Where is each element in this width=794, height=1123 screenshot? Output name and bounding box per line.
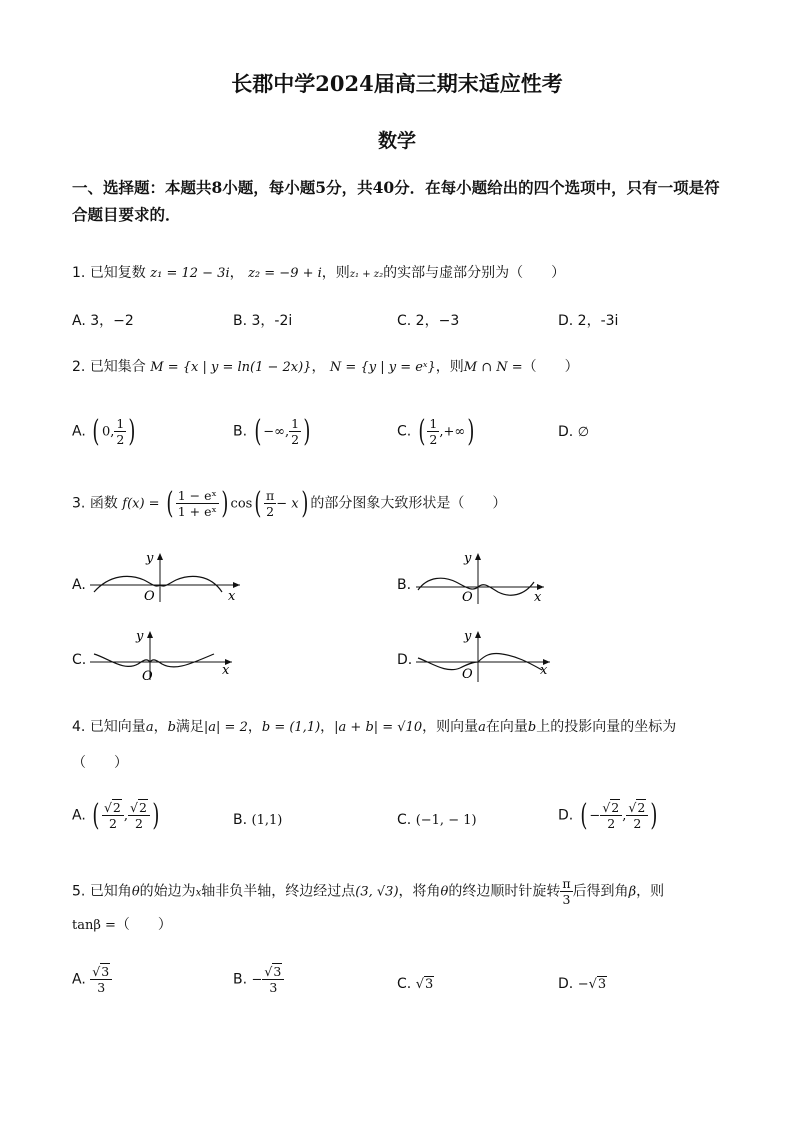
q4-text: 已知向量 <box>89 719 146 735</box>
q3-option-d-label[interactable]: D. <box>397 652 413 668</box>
q5-option-a[interactable]: A. $\frac{√3}{3}$ <box>72 964 112 995</box>
q4-vector-b-2: b <box>527 720 537 735</box>
q5-option-a-label: A. <box>72 971 86 988</box>
q1-option-a[interactable]: A. 3，−2 <box>72 313 134 329</box>
q3-fx: f(x) = <box>122 496 160 512</box>
q3-denominator: 1 + eˣ <box>177 504 217 519</box>
q4-option-c-value: (−1, − 1) <box>415 813 477 828</box>
q3-c-y-label: y <box>136 629 144 644</box>
q3-pi: π <box>266 488 275 503</box>
q3-a-origin: O <box>144 589 155 604</box>
q3-option-b-label[interactable]: B. <box>397 577 412 593</box>
q2-sep: ， <box>311 359 326 375</box>
q2-option-c[interactable]: C. ( $\frac{1}{2}$ ,+∞) <box>397 414 475 449</box>
q3-b-origin: O <box>462 590 473 605</box>
subject-title: 数学 <box>377 130 416 152</box>
q5-option-d-label: D. <box>558 976 574 992</box>
q4-text4: 在向量 <box>485 719 528 735</box>
q4-text5: 上的投影向量的坐标为 <box>536 719 677 735</box>
q5-text: 已知角 <box>89 883 132 900</box>
q4-number: 4. <box>72 719 86 735</box>
q3-c-origin: O <box>142 669 153 683</box>
q1-number: 1. <box>72 265 86 281</box>
q4-abs-ab: |a + b| = √10 <box>334 720 423 735</box>
q5-option-c-label: C. <box>397 976 412 992</box>
q5-theta-2: θ <box>440 884 449 900</box>
q3-number: 3. <box>72 495 86 512</box>
question-1 <box>72 262 565 282</box>
q5-beta: β <box>628 884 637 900</box>
section-heading: 一、选择题：本题共8小题，每小题5分，共40分．在每小题给出的四个选项中，只有一项是符合题目要求的． <box>72 178 720 224</box>
q3-text: 函数 <box>89 495 118 512</box>
q3-graph-a[interactable] <box>90 550 250 605</box>
q5-text3: 轴非负半轴，终边经过点 <box>201 883 356 900</box>
q3-c-x-label: x <box>222 663 230 678</box>
question-2 <box>72 356 579 376</box>
q4-vector-b: b <box>167 720 176 735</box>
q4-text2: 满足 <box>175 719 204 735</box>
q5-line2 <box>72 914 172 934</box>
q4-option-b-value: (1,1) <box>251 813 283 828</box>
q1-option-c[interactable]: C. 2，−3 <box>397 313 460 329</box>
q3-d-origin: O <box>462 667 473 682</box>
q4-comma: ， <box>153 719 168 735</box>
q5-text5: 的终边顺时针旋转 <box>448 883 561 900</box>
q3-minus-x: − x <box>276 496 299 512</box>
q2-text2: ，则 <box>435 359 464 375</box>
q5-x: x <box>195 887 202 899</box>
q5-option-c[interactable]: C. √3 <box>397 976 434 992</box>
q5-number: 5. <box>72 883 86 900</box>
q5-point: (3, √3) <box>355 884 399 900</box>
q4-option-a[interactable]: A. ( $\frac{√2}{2}$ , $\frac{√2}{2}$ ) <box>72 798 160 833</box>
q2-text3: （ ） <box>522 359 579 375</box>
q4-option-d-label: D. <box>558 807 574 824</box>
q2-option-d[interactable] <box>558 424 589 440</box>
exam-title: 长郡中学2024届高三期末适应性考 <box>231 71 563 96</box>
q4-paren: （ ） <box>72 755 128 771</box>
q3-text2: 的部分图象大致形状是（ ） <box>310 495 507 512</box>
q4-text3: ，则向量 <box>422 719 479 735</box>
q3-graph-c[interactable] <box>90 628 250 683</box>
q5-text7: ，则 <box>636 883 665 900</box>
q5-text8: （ ） <box>115 917 172 933</box>
q2-option-a[interactable]: A. ( 0, $\frac{1}{2}$ ) <box>72 414 136 449</box>
q2-number: 2. <box>72 359 86 375</box>
q4-option-b-label: B. <box>233 812 248 828</box>
q4-option-a-label: A. <box>72 807 86 824</box>
q4-option-c-label: C. <box>397 812 412 828</box>
q2-option-d-label: D. <box>558 424 574 440</box>
q2-option-b-label: B. <box>233 423 248 440</box>
q3-option-c-label[interactable]: C. <box>72 652 87 668</box>
q3-d-y-label: y <box>464 629 472 644</box>
q3-numerator: 1 − eˣ <box>177 488 217 503</box>
q3-b-x-label: x <box>534 590 542 605</box>
q1-option-d[interactable]: D. 2，-3i <box>558 313 619 329</box>
q3-graph-b[interactable] <box>416 550 576 605</box>
q5-theta: θ <box>131 884 140 900</box>
q5-option-d[interactable]: D. −√3 <box>558 976 607 992</box>
q3-two: 2 <box>266 504 275 519</box>
q4-b-value: b = (1,1) <box>261 720 321 735</box>
q1-z1: z₁ = 12 − 3i <box>150 266 230 281</box>
question-3: 3. 函数 f(x) = ( $\frac{\text{1 − eˣ}}{\text{1 + eˣ}}$ ) cos( $\frac{\pi}{2}$ − x) 的部分图象大致形状是（ ） <box>72 486 507 521</box>
question-5: 5. 已知角θ的始边为x轴非负半轴，终边经过点(3, √3)，将角θ的终边顺时针旋转 $\frac{\pi}{3}$ 后得到角β，则 <box>72 876 665 907</box>
q4-abs-a: |a| = 2 <box>203 720 248 735</box>
q2-text: 已知集合 <box>89 359 146 375</box>
q2-expr: M ∩ N = <box>463 360 523 375</box>
q4-option-b[interactable] <box>233 812 282 828</box>
q3-a-y-label: y <box>146 551 154 566</box>
q2-set-n: N = {y | y = eˣ} <box>329 360 436 375</box>
q4-option-d[interactable]: D. ( − $\frac{√2}{2}$ , $\frac{√2}{2}$ ) <box>558 798 658 833</box>
q5-option-b[interactable]: B. − $\frac{√3}{3}$ <box>233 964 284 995</box>
q4-vector-a: a <box>145 720 154 735</box>
q5-text6: 后得到角 <box>572 883 629 900</box>
q2-option-d-value: ∅ <box>577 425 590 440</box>
q3-a-x-label: x <box>228 589 236 604</box>
q1-text3: 的实部与虚部分别为（ ） <box>383 265 566 281</box>
question-4: 4. 已知向量a，b满足|a| = 2，b = (1,1)，|a + b| = √10，则向量a在向量b上的投影向量的坐标为 <box>72 719 677 735</box>
q3-option-a-label[interactable]: A. <box>72 577 86 593</box>
q3-graph-d[interactable] <box>416 628 576 683</box>
q2-option-c-label: C. <box>397 423 412 440</box>
q2-option-b[interactable]: B. ( −∞, $\frac{1}{2}$ ) <box>233 414 311 449</box>
q1-text: 已知复数 <box>89 265 146 281</box>
q1-sep: ， <box>229 265 244 281</box>
q5-option-b-label: B. <box>233 971 248 988</box>
q4-option-c[interactable] <box>397 812 477 828</box>
q1-z2: z₂ = −9 + i <box>248 266 322 281</box>
q3-b-y-label: y <box>464 551 472 566</box>
q2-option-a-label: A. <box>72 423 86 440</box>
q3-d-x-label: x <box>540 663 548 678</box>
q5-tan: tanβ = <box>72 918 116 933</box>
q5-text4: ，将角 <box>398 883 441 900</box>
q1-option-b[interactable]: B. 3，-2i <box>233 313 293 329</box>
q1-text2: ，则 <box>321 265 350 281</box>
q5-text2: 的始边为 <box>139 883 196 900</box>
q2-set-m: M = {x | y = ln(1 − 2x)} <box>150 360 312 375</box>
q3-cos: cos <box>230 496 253 512</box>
q4-vector-a-2: a <box>478 720 486 735</box>
q1-sum: z₁ + z₂ <box>349 269 384 280</box>
